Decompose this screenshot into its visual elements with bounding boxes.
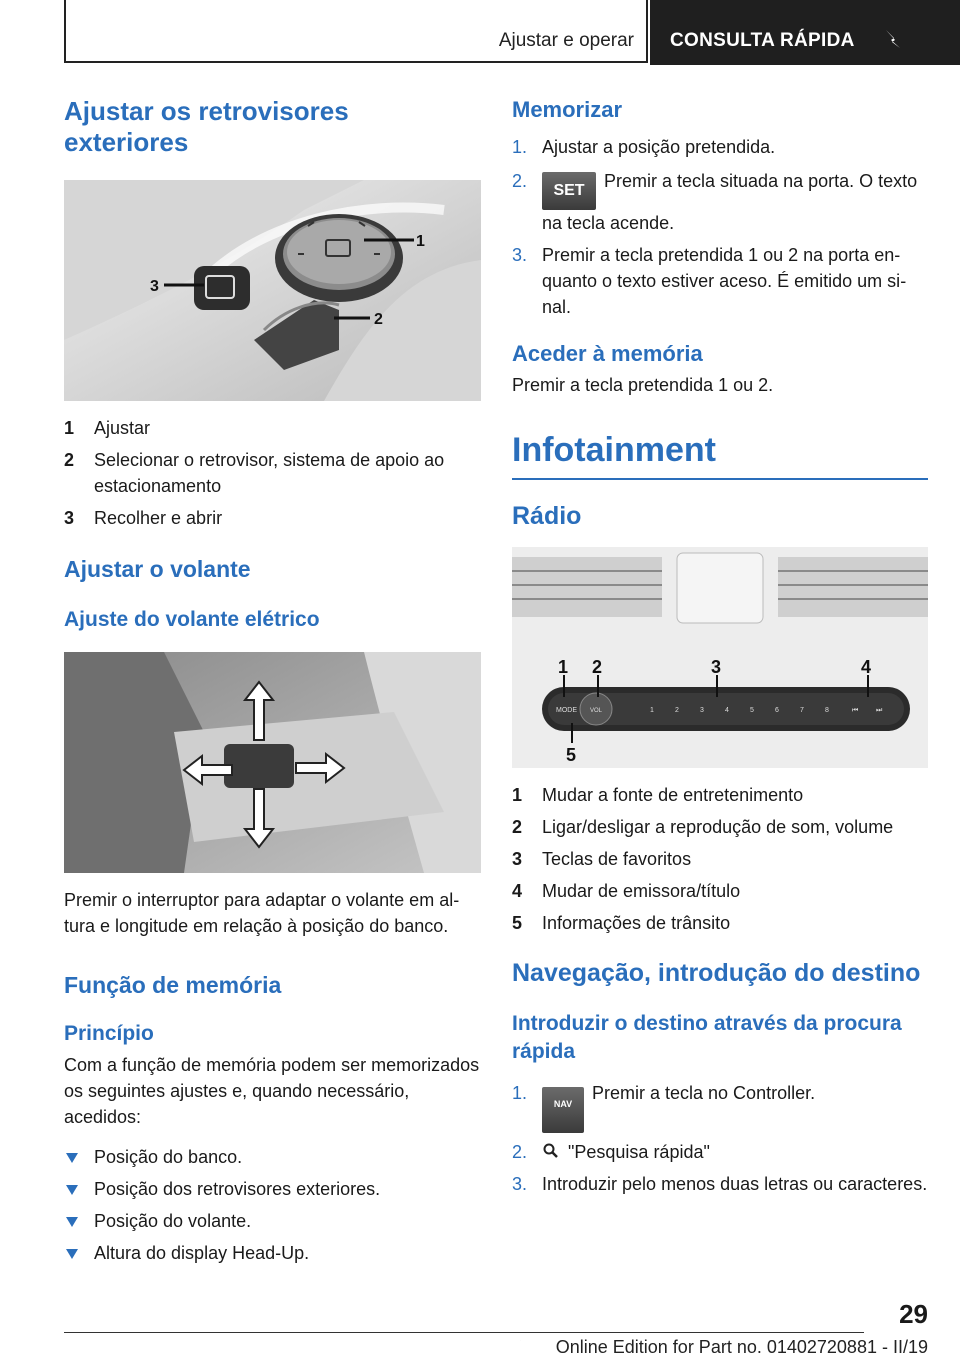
list-item: 1 Ajustar xyxy=(64,418,151,438)
header-tab-label: CONSULTA RÁPIDA xyxy=(670,30,855,51)
bullet-triangle-icon xyxy=(66,1185,78,1195)
set-key-icon: SET xyxy=(542,172,596,210)
quick-reference-icon xyxy=(882,28,904,50)
access-memory-title: Aceder à memória xyxy=(512,341,703,366)
svg-text:6: 6 xyxy=(775,707,779,714)
mirrors-title: Ajustar os retrovisores exteriores xyxy=(64,96,349,157)
list-item: 1. Ajustar a posição pretendida. xyxy=(512,137,776,157)
mirrors-legend xyxy=(64,415,481,531)
magnifier-icon xyxy=(542,1142,560,1160)
watermark xyxy=(520,1340,521,1341)
right-column xyxy=(512,96,928,1203)
list-item: 5 Informações de trânsito xyxy=(512,913,731,933)
callout-2: 2 xyxy=(592,657,603,677)
svg-text:8: 8 xyxy=(825,707,829,714)
steering-switch-illustration xyxy=(64,652,481,873)
bullet-triangle-icon xyxy=(66,1217,78,1227)
list-item: 1 Mudar a fonte de entretenimento xyxy=(512,785,804,805)
svg-text:5: 5 xyxy=(750,707,754,714)
list-item: 3. Premir a tecla pretendida 1 ou 2 na porta enquanto o texto estiver aceso. É emitido um sinal. xyxy=(512,245,907,317)
nav-key-icon: NAV xyxy=(542,1087,584,1133)
memory-bullets xyxy=(64,1144,481,1266)
access-memory-text: Premir a tecla pretendida 1 ou 2. xyxy=(512,375,774,395)
radio-panel-illustration xyxy=(512,547,928,768)
svg-text:3: 3 xyxy=(700,707,704,714)
svg-text:2: 2 xyxy=(675,707,679,714)
navigation-steps xyxy=(512,1080,928,1197)
mode-key-label: MODE xyxy=(556,707,577,714)
memorize-steps xyxy=(512,134,928,320)
steering-subtitle: Ajuste do volante elétrico xyxy=(64,608,320,631)
list-item: 4 Mudar de emissora/título xyxy=(512,881,741,901)
mirror-controls-figure xyxy=(64,180,481,401)
bullet-triangle-icon xyxy=(66,1249,78,1259)
callout-3: 3 xyxy=(711,657,722,677)
list-item: Altura do display Head-Up. xyxy=(64,1240,481,1266)
steering-text: Premir o interruptor para adaptar o volante em altura e longitude em relação à posição do banco. xyxy=(64,890,460,936)
left-column xyxy=(64,96,481,1272)
page-number: 29 xyxy=(899,1299,928,1329)
svg-text:⏮: ⏮ xyxy=(852,707,859,714)
svg-text:⏭: ⏭ xyxy=(876,707,883,714)
footer-edition: Online Edition for Part no. 01402720881 - II/19 xyxy=(555,1337,928,1357)
navigation-title: Navegação, introdução do destino xyxy=(512,959,921,987)
memory-title: Função de memória xyxy=(64,972,282,998)
header-tab xyxy=(650,0,960,65)
list-item: 1. NAVPremir a tecla no Controller. xyxy=(512,1080,928,1133)
callout-3: 3 xyxy=(150,278,159,295)
callout-2: 2 xyxy=(374,311,383,328)
footer xyxy=(556,1337,928,1358)
radio-title: Rádio xyxy=(512,502,582,530)
header-section-label: Ajustar e operar xyxy=(498,30,634,51)
radio-legend xyxy=(512,782,928,936)
list-item: 3 Recolher e abrir xyxy=(64,508,223,528)
mirror-controls-illustration xyxy=(64,180,481,401)
memorize-title: Memorizar xyxy=(512,97,623,122)
vol-knob-label: VOL xyxy=(590,708,603,714)
footer-divider xyxy=(64,1332,864,1333)
steering-title: Ajustar o volante xyxy=(64,556,251,582)
bullet-triangle-icon xyxy=(66,1153,78,1163)
infotainment-title: Infotainment xyxy=(512,428,928,480)
callout-4: 4 xyxy=(861,657,872,677)
list-item: 2 Ligar/desligar a reprodução de som, volume xyxy=(512,817,894,837)
list-item: 2 Selecionar o retrovisor, sistema de apoio ao estacionamento xyxy=(64,450,445,496)
callout-1: 1 xyxy=(416,233,425,250)
memory-subtitle: Princípio xyxy=(64,1022,154,1045)
list-item: 2. "Pesquisa rápida" xyxy=(512,1142,710,1162)
steering-figure xyxy=(64,652,481,873)
list-item: 3 Teclas de favoritos xyxy=(512,849,692,869)
callout-1: 1 xyxy=(558,657,569,677)
list-item: Posição do volante. xyxy=(64,1208,481,1234)
header-section-box xyxy=(64,0,648,63)
svg-text:1: 1 xyxy=(650,707,654,714)
memory-text: Com a função de memória podem ser memorizados os seguintes ajustes e, quando necessário, acedidos: xyxy=(64,1055,480,1127)
navigation-subtitle: Introduzir o destino através da procura rápida xyxy=(512,1012,902,1063)
list-item: Posição do banco. xyxy=(64,1144,481,1170)
list-item: Posição dos retrovisores exteriores. xyxy=(64,1176,481,1202)
svg-text:7: 7 xyxy=(800,707,804,714)
svg-text:4: 4 xyxy=(725,707,729,714)
list-item: 2. SET Premir a tecla situada na porta. O texto na tecla acende. xyxy=(512,171,918,233)
page-header xyxy=(64,0,960,65)
list-item: 3. Introduzir pelo menos duas letras ou caracteres. xyxy=(512,1174,928,1194)
callout-5: 5 xyxy=(566,745,577,765)
radio-figure xyxy=(512,547,928,768)
